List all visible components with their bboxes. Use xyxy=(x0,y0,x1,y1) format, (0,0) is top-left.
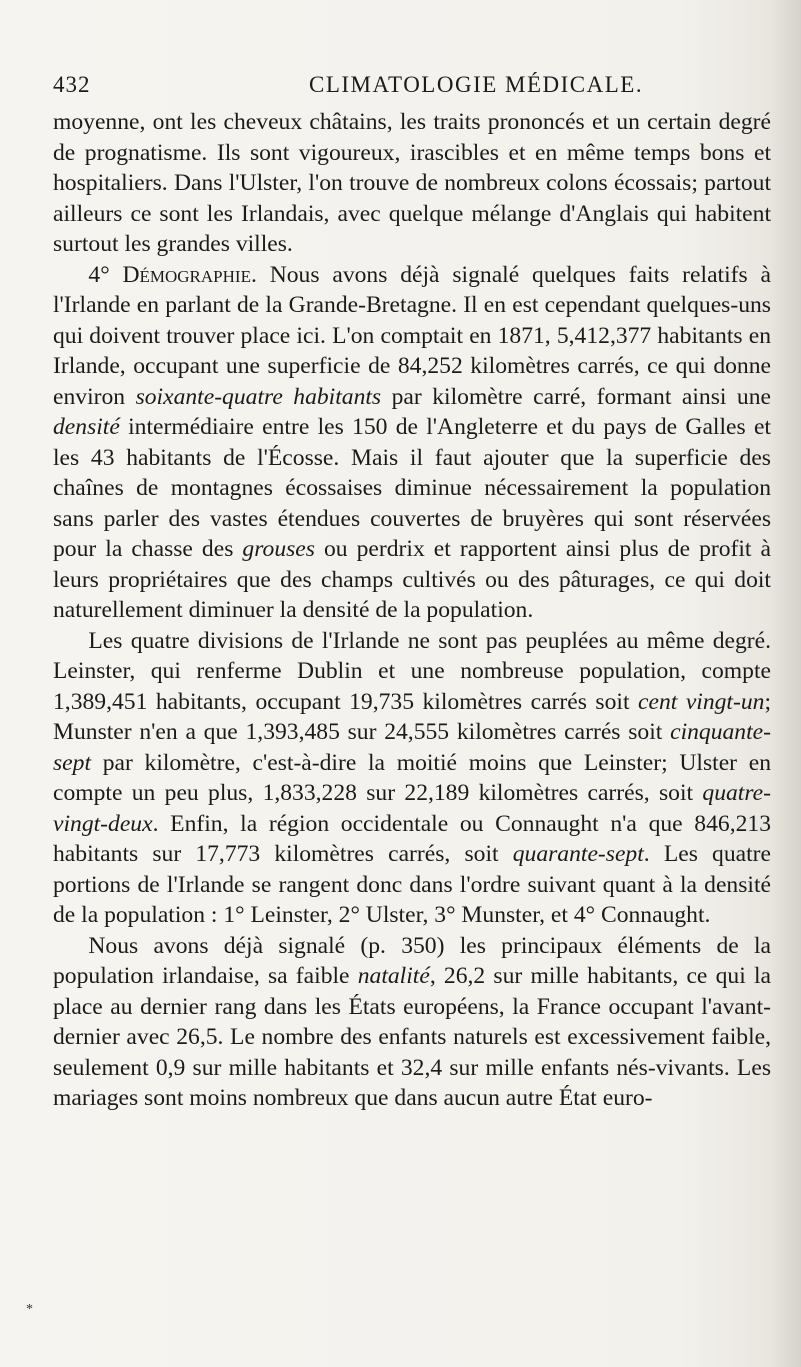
italic-term: cinquante-sept xyxy=(53,719,771,776)
italic-term: grouses xyxy=(242,536,315,562)
italic-term: quarante-sept xyxy=(512,841,644,867)
italic-term: densité xyxy=(53,414,120,440)
paragraph-demographie xyxy=(53,260,771,626)
italic-term: natalité xyxy=(357,963,430,989)
paragraph-text: Les quatre divisions de l'Irlande ne sont pas peuplées au même degré. Leinster, qui renferme Dublin et une nombreuse population, compte 1,389,451 habitants, occupant 19,735 kilomètres carrés soit xyxy=(53,627,771,715)
paragraph-text: . Les quatre portions de l'Irlande se rangent donc dans l'ordre suivant quant à la densité de la population : 1° Leinster, 2° Ulster, 3° Munster, et 4° Connaught. xyxy=(53,841,771,928)
paragraph-text: Nous avons déjà signalé quelques faits relatifs à l'Irlande en parlant de la Grande-Bretagne. Il en est cependant quelques-uns qui doivent trouver place ici. L'on comptait en 1871, 5,412,377 habitants en Irlande, occupant une superficie de 84,252 kilomètres carrés, ce qui donne environ xyxy=(53,261,771,410)
section-number: 4° xyxy=(88,261,123,288)
italic-term: quatre-vingt-deux xyxy=(53,780,771,837)
italic-term: soixante-quatre habitants xyxy=(135,383,382,410)
paragraph-text: ou perdrix et rapportent ainsi plus de profit à leurs propriétaires que des champs cultivés ou des pâturages, ce qui doit naturellement diminuer la densité de la population. xyxy=(53,536,771,623)
paragraph-text: par kilomètre carré, formant ainsi une xyxy=(381,383,771,410)
italic-term: cent vingt-un xyxy=(638,688,765,715)
paragraph-text: ; Munster n'en a que 1,393,485 sur 24,555 kilomètres carrés soit xyxy=(53,688,772,745)
paragraph-text: Nous avons déjà signalé (p. 350) les principaux éléments de la population irlandaise, sa faible xyxy=(53,932,771,989)
section-heading: Démographie. xyxy=(122,261,257,288)
paragraph-text: . Enfin, la région occidentale ou Connaught n'a que 846,213 habitants sur 17,773 kilomètres carrés, soit xyxy=(53,810,771,867)
paragraph-natalite xyxy=(53,931,771,1114)
paragraph-continuation xyxy=(53,107,771,260)
paragraph-text: intermédiaire entre les 150 de l'Angleterre et du pays de Galles et les 43 habitants de l'Écosse. Mais il faut ajouter que la superficie des chaînes de montagnes écossaises diminue nécessairement la population sans parler des vastes étendues couvertes de bruyères qui sont réservées pour la chasse des xyxy=(53,414,771,562)
paragraph-text: par kilomètre, c'est-à-dire la moitié moins que Leinster; Ulster en compte un peu plus, 1,833,228 sur 22,189 kilomètres carrés, soit xyxy=(53,749,771,806)
page-body xyxy=(53,107,771,1114)
paragraph-text: moyenne, ont les cheveux châtains, les traits prononcés et un certain degré de prognatisme. Ils sont vigoureux, irascibles et en même temps bons et hospitaliers. Dans l'Ulster, l'on trouve de nombreux colons écossais; partout ailleurs ce sont les Irlandais, avec quelque mélange d'Anglais qui habitent surtout les grandes villes. xyxy=(53,109,771,257)
page-number: 432 xyxy=(53,72,91,97)
running-header xyxy=(53,72,773,102)
paragraph-divisions xyxy=(53,626,771,931)
paragraph-text: , 26,2 sur mille habitants, ce qui la place au dernier rang dans les États européens, la France occupant l'avant-dernier avec 26,5. Le nombre des enfants naturels est excessivement faible, seulement 0,9 sur mille habitants et 32,4 sur mille enfants nés-vivants. Les mariages sont moins nombreux que dans aucun autre État euro- xyxy=(53,963,771,1111)
footer-mark: * xyxy=(26,1302,33,1317)
running-title: CLIMATOLOGIE MÉDICALE. xyxy=(309,72,644,97)
